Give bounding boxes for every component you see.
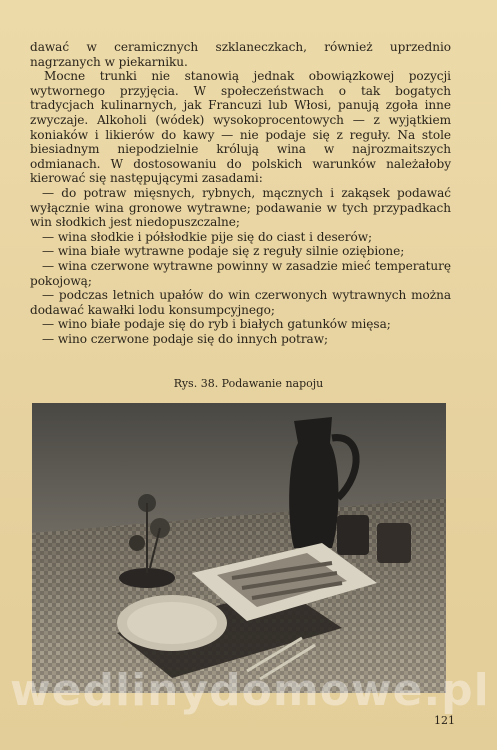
- rule-7: — wino czerwone podaje się do innych potraw;: [42, 331, 329, 346]
- rule-1: — do potraw mięsnych, rybnych, mącznych i zakąsek podawać wyłącznie wina gronowe wytrawne; podawanie w tych przypadkach win słodkich jest niedopuszczalne;: [30, 185, 451, 230]
- watermark: wedlinydomowe.pl: [10, 665, 490, 716]
- paragraph-2: Mocne trunki nie stanowią jednak obowiązkowej pozycji wytwornego przyjęcia. W społeczeństwach o tak bogatych tradycjach kulinarnych, jak Francuzi lub Włosi, panują zgoła inne zwyczaje. Alkoholi (wódek) wysokoprocentowych — z wyjątkiem koniaków i likierów do kawy — nie podaje się z reguły. Na stole biesiadnym niepodzielnie królują wina w najrozmaitszych odmianach. W dostosowaniu do polskich warunków należałoby kierować się następującymi zasadami:: [30, 69, 451, 186]
- rule-6: — wino białe podaje się do ryb i białych gatunków mięsa;: [42, 317, 391, 332]
- body-text: [30, 40, 451, 346]
- rule-4: — wina czerwone wytrawne powinny w zasadzie mieć temperaturę pokojową;: [30, 258, 451, 288]
- figure-caption: Rys. 38. Podawanie napoju: [173, 377, 324, 390]
- figure-photo: [32, 403, 446, 693]
- rule-3: — wina białe wytrawne podaje się z reguły silnie oziębione;: [42, 244, 405, 259]
- photo-illustration: [32, 403, 446, 693]
- rule-2: — wina słodkie i półsłodkie pije się do ciast i deserów;: [42, 229, 373, 244]
- paragraph-1: dawać w ceramicznych szklaneczkach, również uprzednio nagrzanych w piekarniku.: [30, 40, 451, 69]
- rule-5: — podczas letnich upałów do win czerwonych wytrawnych można dodawać kawałki lodu konsumpcyjnego;: [30, 288, 451, 317]
- page-number: 121: [434, 714, 455, 727]
